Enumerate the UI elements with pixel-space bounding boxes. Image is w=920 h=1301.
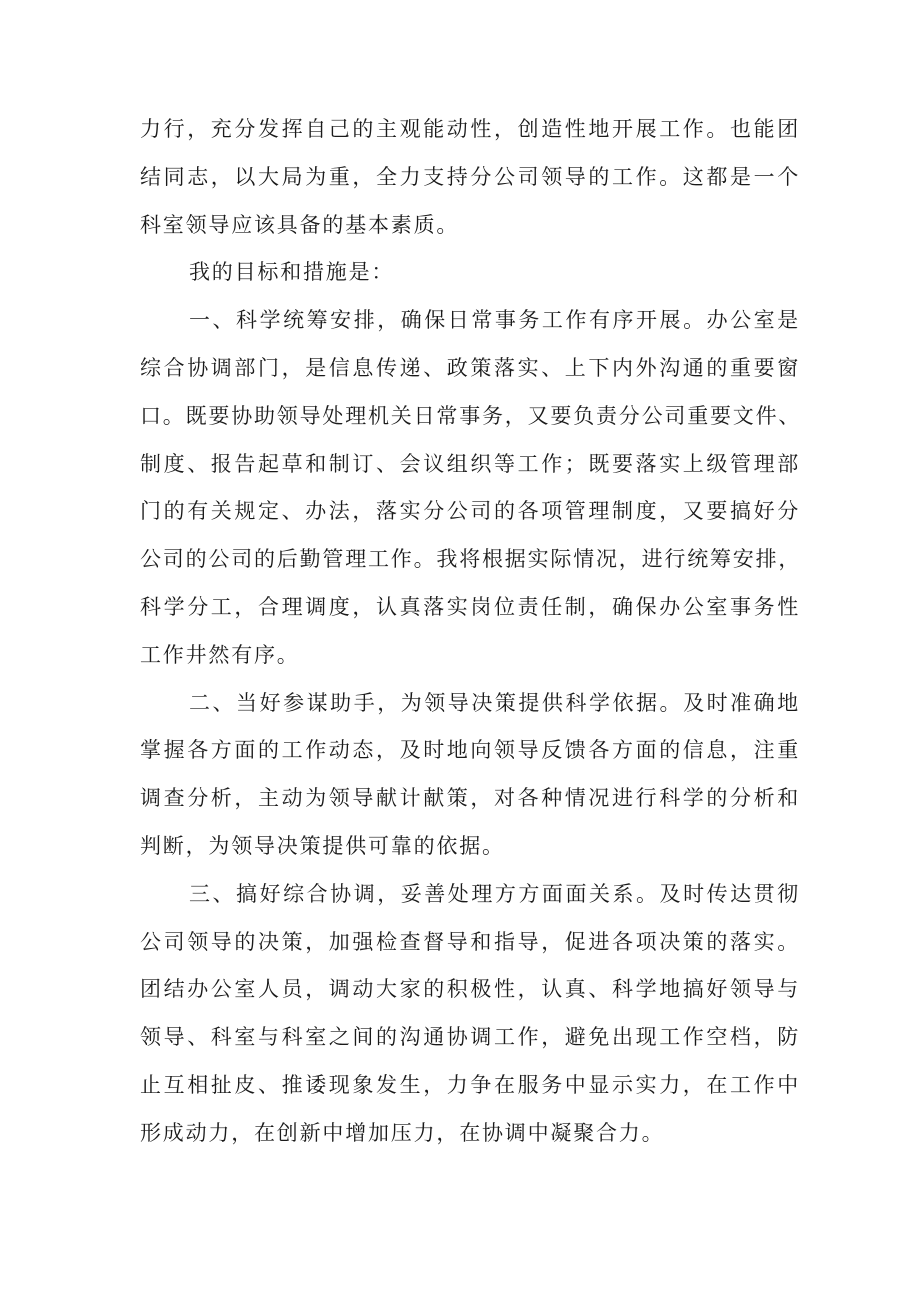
text-line: 团结办公室人员，调动大家的积极性，认真、科学地搞好领导与 — [140, 977, 800, 1002]
text-line: 调查分析，主动为领导献计献策，对各种情况进行科学的分析和 — [140, 786, 800, 811]
text-line: 综合协调部门，是信息传递、政策落实、上下内外沟通的重要窗 — [140, 355, 800, 380]
text-line: 领导、科室与科室之间的沟通协调工作，避免出现工作空档，防 — [140, 1025, 800, 1050]
text-line: 掌握各方面的工作动态，及时地向领导反馈各方面的信息，注重 — [140, 738, 800, 763]
paragraph-measure-two — [140, 680, 800, 871]
text-line: 门的有关规定、办法，落实分公司的各项管理制度，又要搞好分 — [140, 499, 800, 524]
paragraph-measure-one — [140, 297, 800, 679]
text-line: 公司领导的决策，加强检查督导和指导，促进各项决策的落实。 — [140, 929, 800, 954]
paragraph-goals-heading — [140, 249, 800, 297]
text-line: 公司的公司的后勤管理工作。我将根据实际情况，进行统筹安排， — [140, 547, 802, 572]
text-line: 制度、报告起草和制订、会议组织等工作；既要落实上级管理部 — [140, 451, 800, 476]
text-line: 科室领导应该具备的基本素质。 — [140, 212, 460, 237]
document-body — [140, 106, 800, 1158]
paragraph-measure-three — [140, 871, 800, 1158]
text-line: 止互相扯皮、推诿现象发生，力争在服务中显示实力，在工作中 — [140, 1072, 800, 1097]
text-line: 一、科学统筹安排，确保日常事务工作有序开展。办公室是 — [189, 308, 800, 333]
text-line: 判断，为领导决策提供可靠的依据。 — [140, 833, 505, 858]
text-line: 二、当好参谋助手，为领导决策提供科学依据。及时准确地 — [189, 690, 800, 715]
text-line: 三、搞好综合协调，妥善处理方方面面关系。及时传达贯彻 — [189, 881, 800, 906]
text-line: 工作井然有序。 — [140, 642, 300, 667]
text-line: 结同志，以大局为重，全力支持分公司领导的工作。这都是一个 — [140, 164, 800, 189]
text-line: 力行，充分发挥自己的主观能动性，创造性地开展工作。也能团 — [140, 117, 800, 141]
text-line: 口。既要协助领导处理机关日常事务，又要负责分公司重要文件、 — [140, 403, 802, 428]
text-line: 我的目标和措施是： — [189, 260, 395, 285]
paragraph-intro-continuation — [140, 106, 800, 249]
text-line: 形成动力，在创新中增加压力，在协调中凝聚合力。 — [140, 1120, 665, 1145]
text-line: 科学分工，合理调度，认真落实岗位责任制，确保办公室事务性 — [140, 594, 800, 619]
